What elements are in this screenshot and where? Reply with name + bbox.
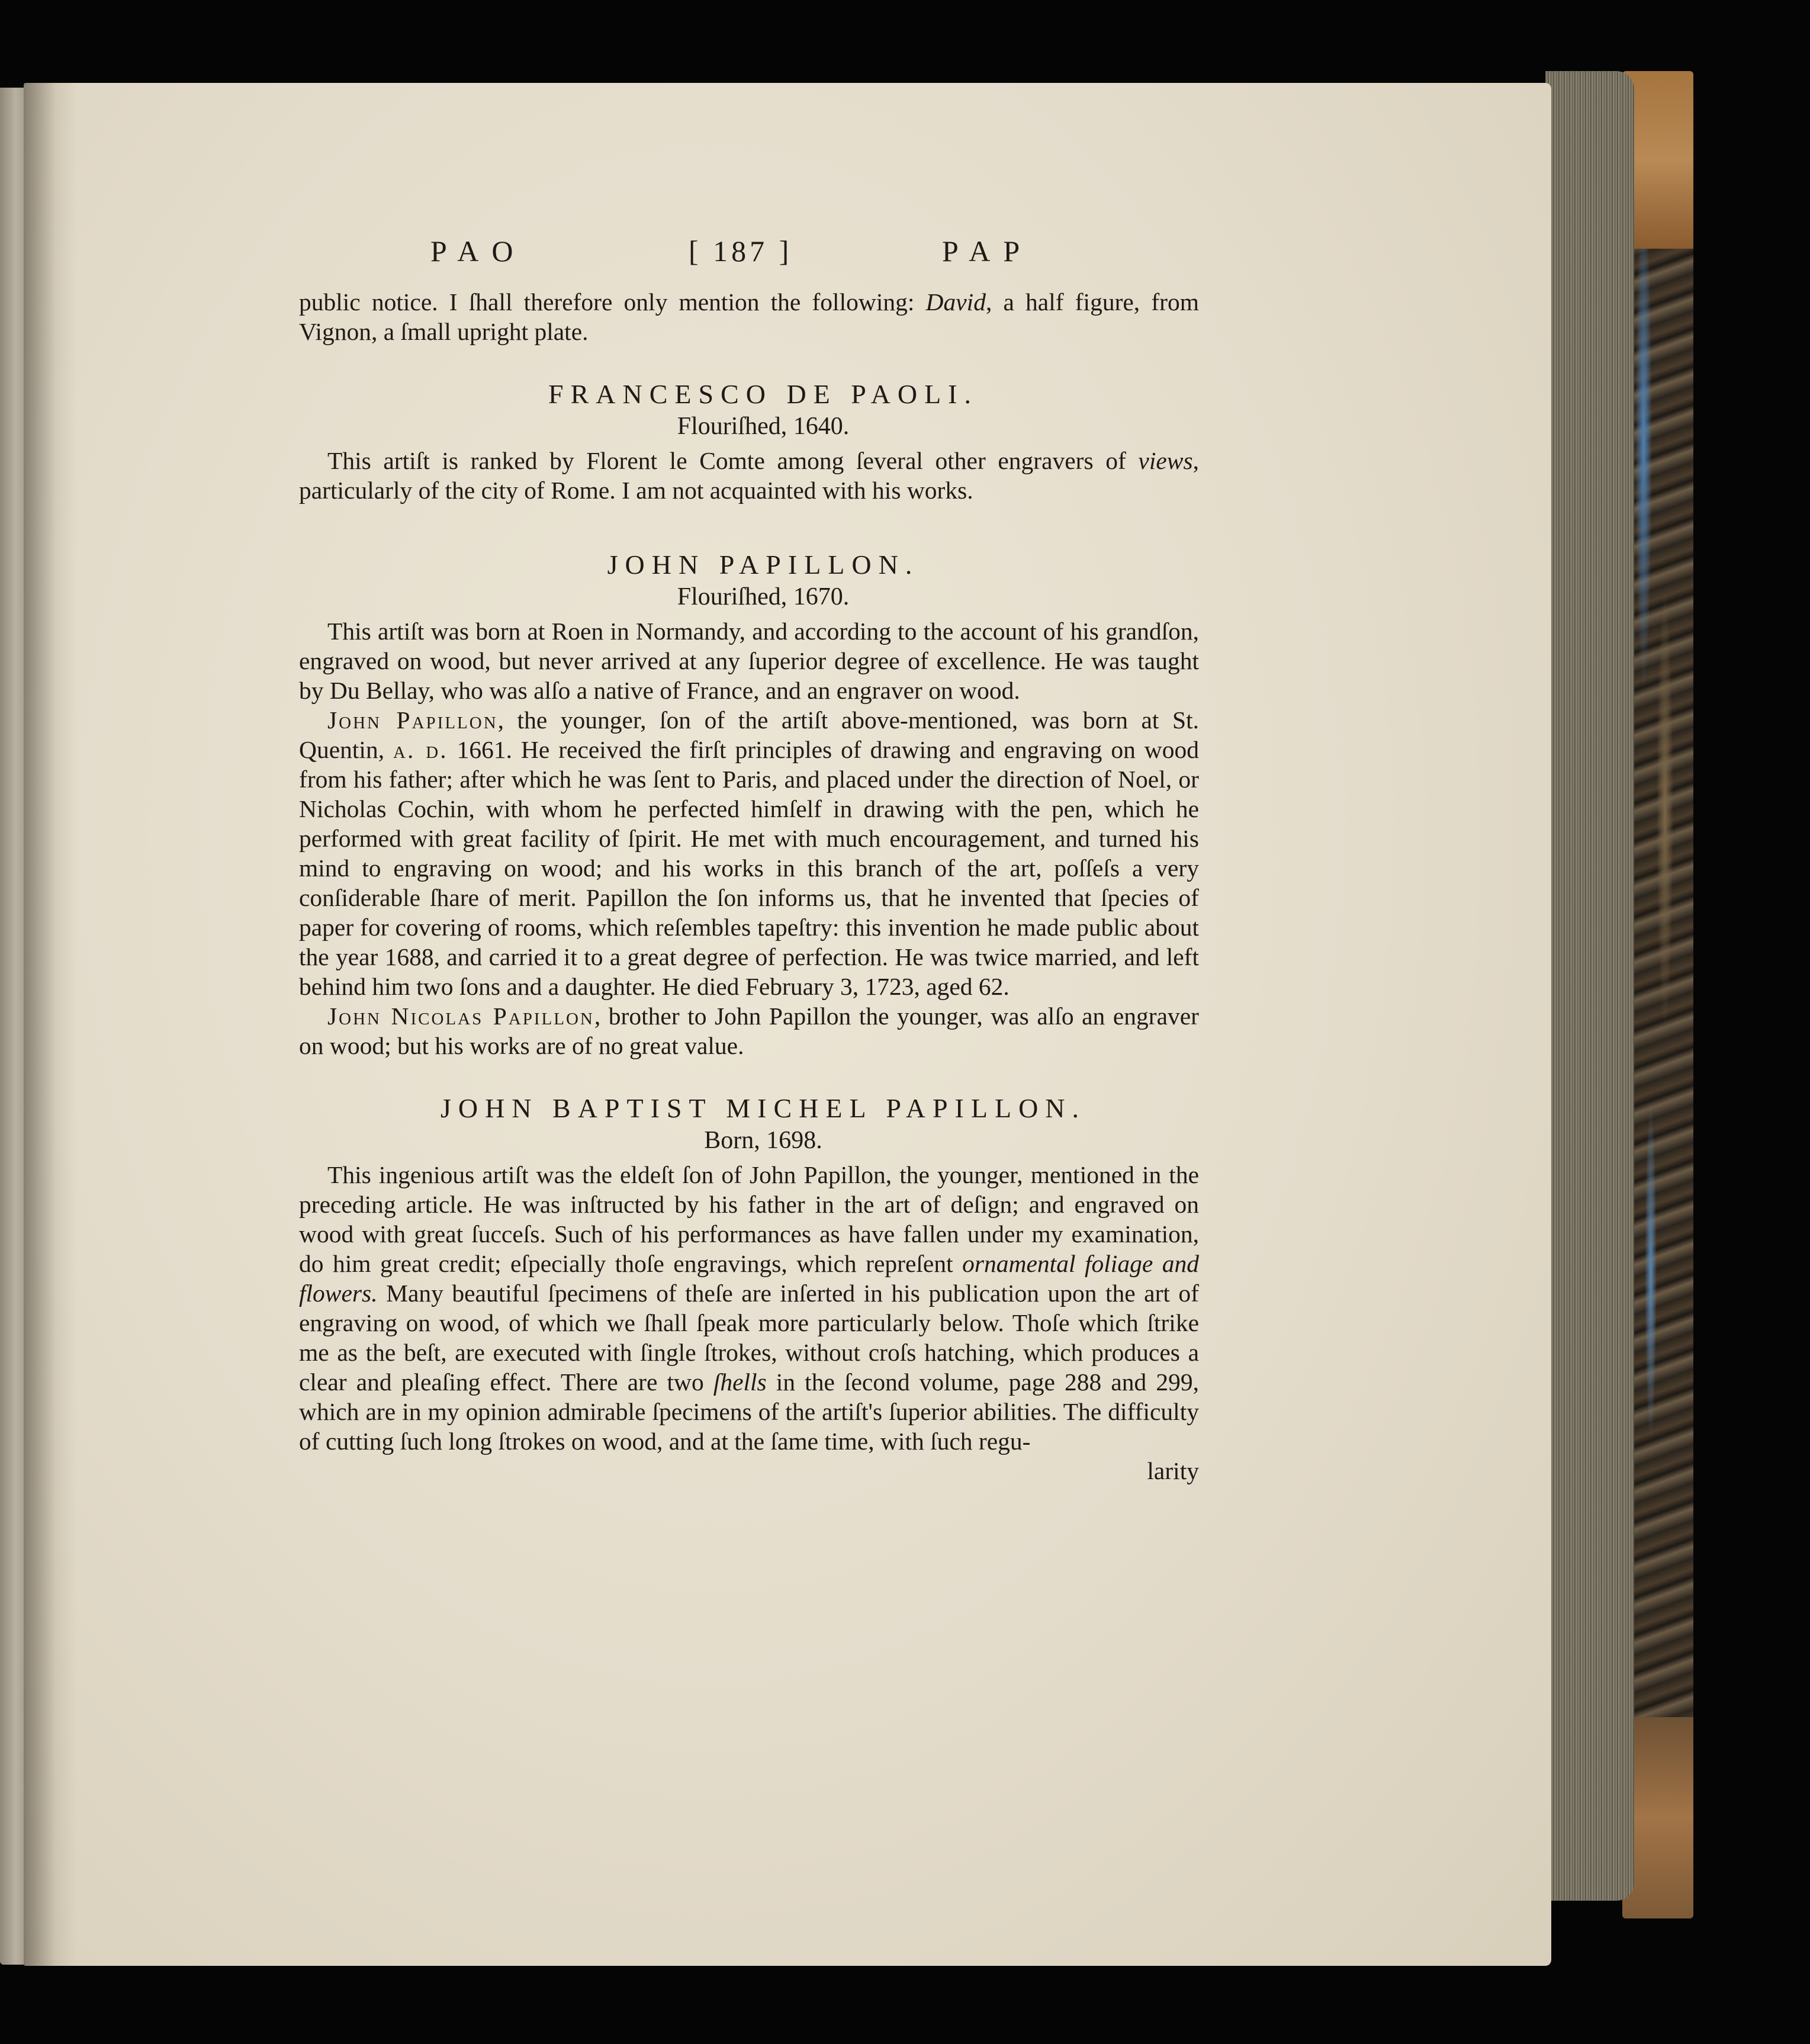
section-heading-john-papillon: JOHN PAPILLON. — [607, 549, 920, 580]
text: , brother to John Papillon the younger, was alſo an engraver on wood; but his works are of no great value. — [299, 1002, 1199, 1059]
person-name: John Papillon — [327, 706, 498, 734]
running-head-left: PAO — [430, 234, 526, 268]
text: , particularly of the city of Rome. I am not acquainted with his works. — [299, 447, 1199, 504]
opening-paragraph — [299, 287, 1199, 346]
page-edges — [1545, 71, 1634, 1901]
section-dates-john-papillon: Flouriſhed, 1670. — [677, 583, 850, 610]
text: in the ſecond volume, page 288 and 299, which are in my opinion admirable ſpecimens of the artiſt's ſuperior abilities. The difficulty of cutting ſuch long ſtrokes on wood, and at the ſame time, with ſuch regu- — [299, 1368, 1199, 1455]
text: , a half figure, from Vignon, a ſmall upright plate. — [299, 288, 1199, 345]
italic-term: views — [1138, 447, 1193, 474]
section-dates-jbm-papillon: Born, 1698. — [704, 1127, 822, 1154]
section-heading-jbm-papillon: JOHN BAPTIST MICHEL PAPILLON. — [440, 1093, 1086, 1123]
page-text — [299, 234, 1199, 1486]
running-head-right: PAP — [942, 234, 1033, 268]
text: This ingenious artiſt was the eldeſt ſon of John Papillon, the younger, mentioned in the preceding article. He was inſtructed by his father in the art of deſign; and engraved on wood with great ſucceſs. Such of his performances as have fallen under my examination, do him great credit; eſpecially thoſe engravings, which repreſent — [299, 1161, 1199, 1277]
text: public notice. I ſhall therefore only mention the following: — [299, 288, 926, 316]
italic-term: ſhells — [713, 1368, 767, 1396]
text: 1661. He received the firſt principles of drawing and engraving on wood from his father; after which he was ſent to Paris, and placed under the direction of Noel, or Nicholas Cochin, with whom he perfected himſelf in drawing with the pen, which he performed with great facility of ſpirit. He met with much encouragement, and turned his mind to engraving on wood; and his works in this branch of the art, poſſeſs a very conſiderable ſhare of merit. Papillon the ſon informs us, that he invented that ſpecies of paper for covering of rooms, which reſembles tapeſtry: this invention he made public about the year 1688, and carried it to a great degree of perfection. He was twice married, and left behind him two ſons and a daughter. He died February 3, 1723, aged 62. — [299, 736, 1200, 1000]
running-head — [299, 234, 1199, 287]
section-dates-paoli: Flouriſhed, 1640. — [677, 413, 850, 440]
text: Many beautiful ſpecimens of theſe are inſerted in his publication upon the art of engraving on wood, of which we ſhall ſpeak more particularly below. Thoſe which ſtrike me as the beſt, are executed with ſingle ſtrokes, without croſs hatching, which produces a clear and pleaſing effect. There are two — [299, 1280, 1199, 1396]
section-heading-paoli: FRANCESCO DE PAOLI. — [548, 379, 978, 409]
text: This artiſt is ranked by Florent le Comte among ſeveral other engravers of — [327, 447, 1139, 474]
text: , the younger, ſon of the artiſt above-mentioned, was born at St. Quentin, — [299, 706, 1199, 763]
paragraph-jbm-papillon — [299, 1160, 1199, 1456]
page-number: [ 187 ] — [689, 234, 793, 268]
paragraph-john-papillon-1: This artiſt was born at Roen in Normandy, and according to the account of his grandſon, engraved on wood, but never arrived at any ſuperior degree of excellence. He was taught by Du Bellay, who was alſo a native of France, and an engraver on wood. — [299, 618, 1199, 704]
paragraph-john-papillon-3 — [299, 1001, 1199, 1060]
italic-title: David — [925, 288, 986, 316]
italic-term: ornamental foliage and flowers. — [299, 1250, 1199, 1307]
paragraph-paoli — [299, 446, 1199, 505]
left-page-edge — [0, 88, 26, 1965]
paragraph-john-papillon-2 — [299, 705, 1199, 1001]
person-name: John Nicolas Papillon — [327, 1002, 594, 1030]
catchword: larity — [1147, 1457, 1199, 1484]
era: a. d. — [393, 736, 448, 763]
